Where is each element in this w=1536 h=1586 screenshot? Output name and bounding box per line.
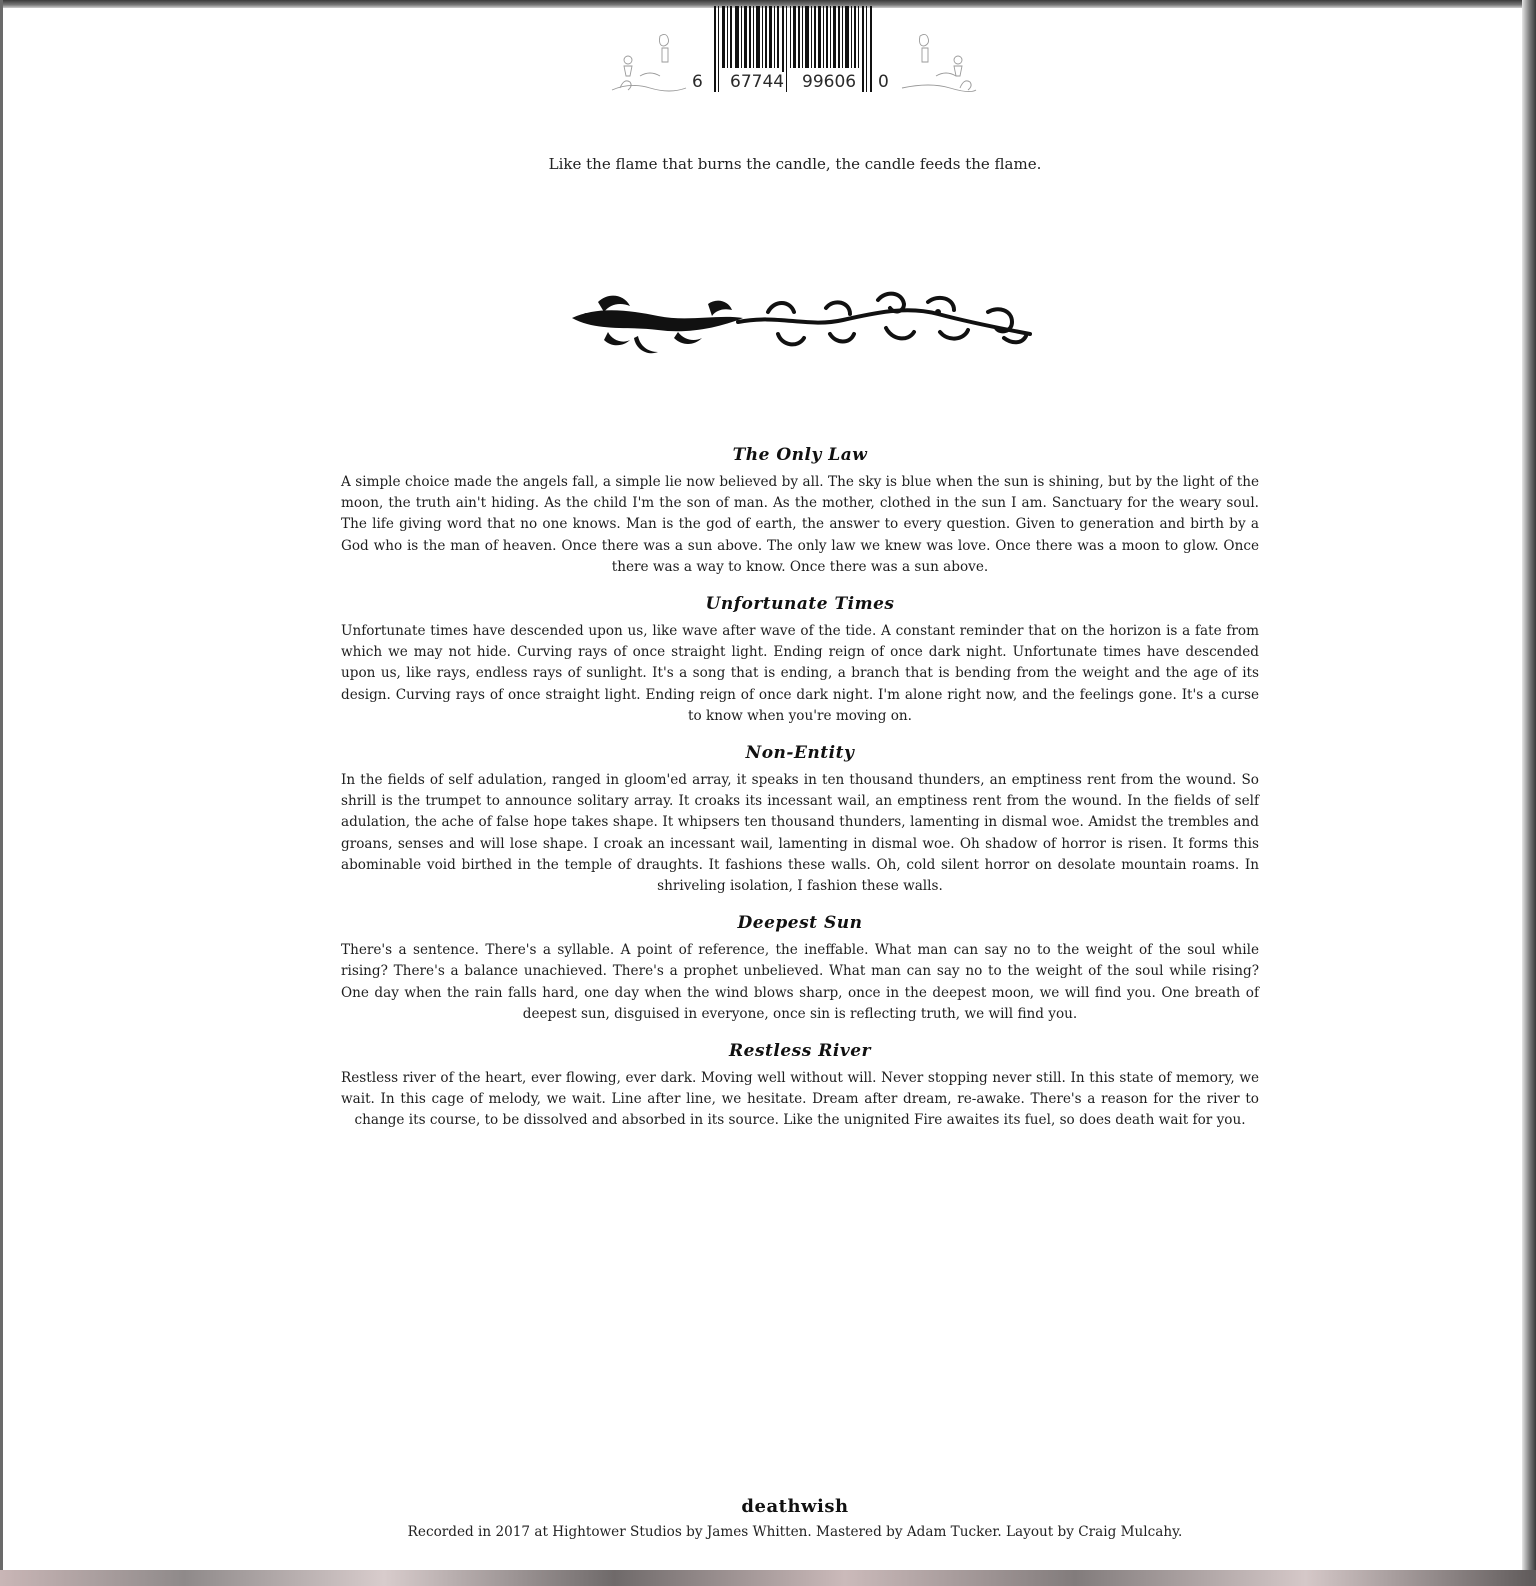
scan-edge-right — [1522, 0, 1536, 1586]
flourish-ornament-icon — [568, 288, 1038, 368]
barcode-digits-group-2: 99606 — [802, 72, 857, 92]
barcode-digits-group-1: 67744 — [730, 72, 785, 92]
song-title: Unfortunate Times — [705, 594, 895, 615]
song-the-only-law — [341, 442, 1259, 578]
scan-edge-left — [0, 0, 3, 1586]
barcode-digit-right: 0 — [878, 72, 889, 92]
credits: Recorded in 2017 at Hightower Studios by James Whitten. Mastered by Adam Tucker. Layout by Craig Mulcahy. — [407, 1524, 1183, 1540]
barcode-illustration-right — [900, 30, 978, 96]
barcode — [610, 6, 978, 96]
song-restless-river — [341, 1038, 1259, 1132]
song-title: Deepest Sun — [737, 913, 863, 934]
song-title: Non-Entity — [745, 743, 855, 764]
epigraph: Like the flame that burns the candle, the candle feeds the flame. — [548, 155, 1042, 173]
song-title: Restless River — [729, 1041, 871, 1062]
record-label-logo: deathwish — [741, 1496, 849, 1517]
song-unfortunate-times — [341, 591, 1259, 727]
song-deepest-sun — [341, 910, 1259, 1025]
song-lyrics: A simple choice made the angels fall, a simple lie now believed by all. The sky is blue when the sun is shining, but by the light of the moon, the truth ain't hiding. As the child I'm the son of man. As the mother, clothed in the sun I am. Sanctuary for the weary soul. The life giving word that no one knows. Man is the god of earth, the answer to every question. Given to generation and birth by a God who is the man of heaven. Once there was a sun above. The only law we knew was love. Once there was a moon to glow. Once there was a way to know. Once there was a sun above. — [341, 474, 1259, 575]
song-lyrics: There's a sentence. There's a syllable. A point of reference, the ineffable. What man can say no to the weight of the soul while rising? There's a balance unachieved. There's a prophet unbelieved. What man can say no to the weight of the soul while rising? One day when the rain falls hard, one day when the wind blows sharp, once in the deepest moon, we will find you. One breath of deepest sun, disguised in everyone, once sin is reflecting truth, we will find you. — [341, 942, 1259, 1022]
scan-edge-bottom — [0, 1570, 1536, 1586]
song-lyrics: Unfortunate times have descended upon us, like wave after wave of the tide. A constant reminder that on the horizon is a fate from which we may not hide. Curving rays of once straight light. Ending reign of once dark night. Unfortunate times have descended upon us, like rays, endless rays of sunlight. It's a song that is ending, a branch that is bending from the weight and the age of its design. Curving rays of once straight light. Ending reign of once dark night. I'm alone right now, and the feelings gone. It's a curse to know when you're moving on. — [341, 623, 1259, 724]
song-lyrics: Restless river of the heart, ever flowing, ever dark. Moving well without will. Never stopping never still. In this state of memory, we wait. In this cage of melody, we wait. Line after line, we hesitate. Dream after dream, re-awake. There's a reason for the river to change its course, to be dissolved and absorbed in its source. Like the unignited Fire awaites its fuel, so does death wait for you. — [341, 1070, 1259, 1129]
barcode-illustration-left — [610, 30, 688, 96]
song-lyrics: In the fields of self adulation, ranged in gloom'ed array, it speaks in ten thousand thunders, an emptiness rent from the wound. So shrill is the trumpet to announce solitary array. It croaks its incessant wail, an emptiness rent from the wound. In the fields of self adulation, the ache of false hope takes shape. It whipsers ten thousand thunders, lamenting in dismal woe. Amidst the trembles and groans, senses and will lose shape. I croak an incessant wail, lamenting in dismal woe. Oh shadow of horror is risen. It forms this abominable void birthed in the temple of draughts. It fashions these walls. Oh, cold silent horror on desolate mountain roams. In shriveling isolation, I fashion these walls. — [341, 772, 1259, 895]
lyrics-section — [341, 442, 1259, 1145]
barcode-digit-left: 6 — [692, 72, 703, 92]
song-non-entity — [341, 740, 1259, 897]
song-title: The Only Law — [732, 445, 868, 465]
barcode-digits — [690, 72, 900, 96]
